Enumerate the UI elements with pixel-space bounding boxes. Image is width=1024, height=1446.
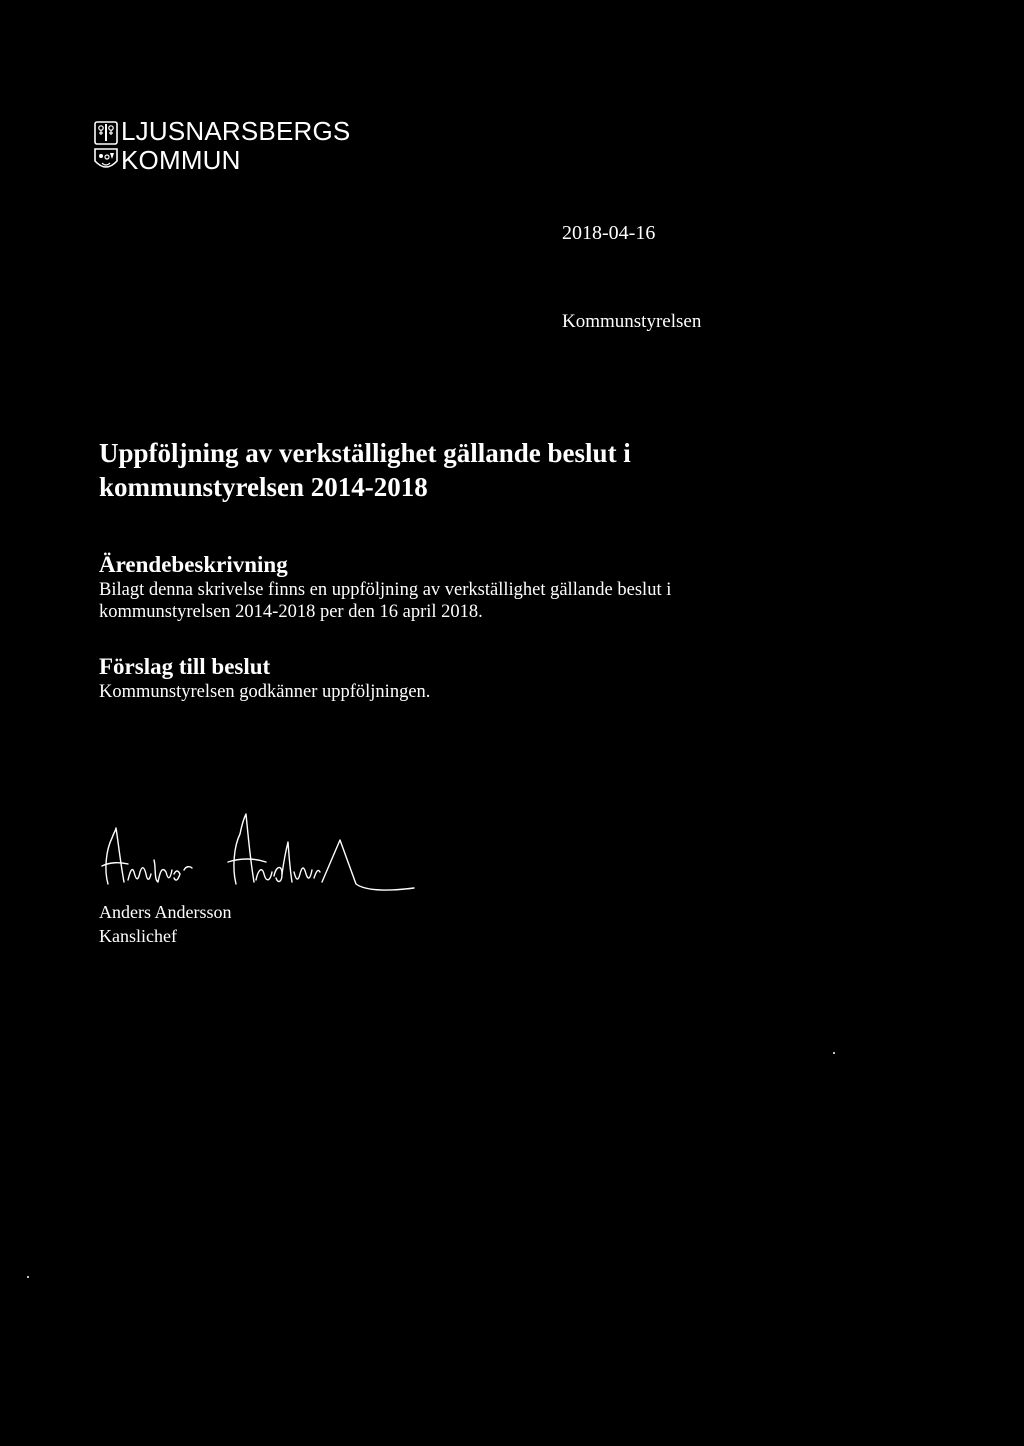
section-text bbox=[99, 579, 919, 623]
title-line1: Uppföljning av verkställighet gällande beslut i bbox=[99, 438, 631, 468]
section-heading: Ärendebeskrivning bbox=[99, 552, 288, 577]
section-arendebeskrivning bbox=[99, 551, 919, 623]
document-title bbox=[99, 436, 899, 504]
document-date: 2018-04-16 bbox=[562, 222, 656, 244]
signer-role: Kanslichef bbox=[99, 926, 177, 946]
scan-speck bbox=[833, 1052, 835, 1054]
section-forslag-till-beslut bbox=[99, 653, 919, 703]
recipient: Kommunstyrelsen bbox=[562, 311, 702, 332]
org-name-line1: LJUSNARSBERGS bbox=[121, 116, 351, 146]
handwritten-signature bbox=[94, 800, 434, 900]
section-text-line1: Bilagt denna skrivelse finns en uppföljning av verkställighet gällande beslut i bbox=[99, 580, 672, 600]
municipal-coat-of-arms-icon bbox=[94, 121, 118, 181]
title-line2: kommunstyrelsen 2014-2018 bbox=[99, 472, 428, 502]
signer-name: Anders Andersson bbox=[99, 902, 232, 922]
signer-block bbox=[99, 900, 232, 948]
org-name-line2: KOMMUN bbox=[121, 145, 241, 175]
scan-speck bbox=[27, 1276, 29, 1278]
section-text-line2: kommunstyrelsen 2014-2018 per den 16 april 2018. bbox=[99, 602, 483, 622]
municipality-logo bbox=[94, 117, 350, 181]
section-text-line1: Kommunstyrelsen godkänner uppföljningen. bbox=[99, 682, 431, 702]
section-heading: Förslag till beslut bbox=[99, 654, 271, 679]
section-text bbox=[99, 681, 919, 703]
